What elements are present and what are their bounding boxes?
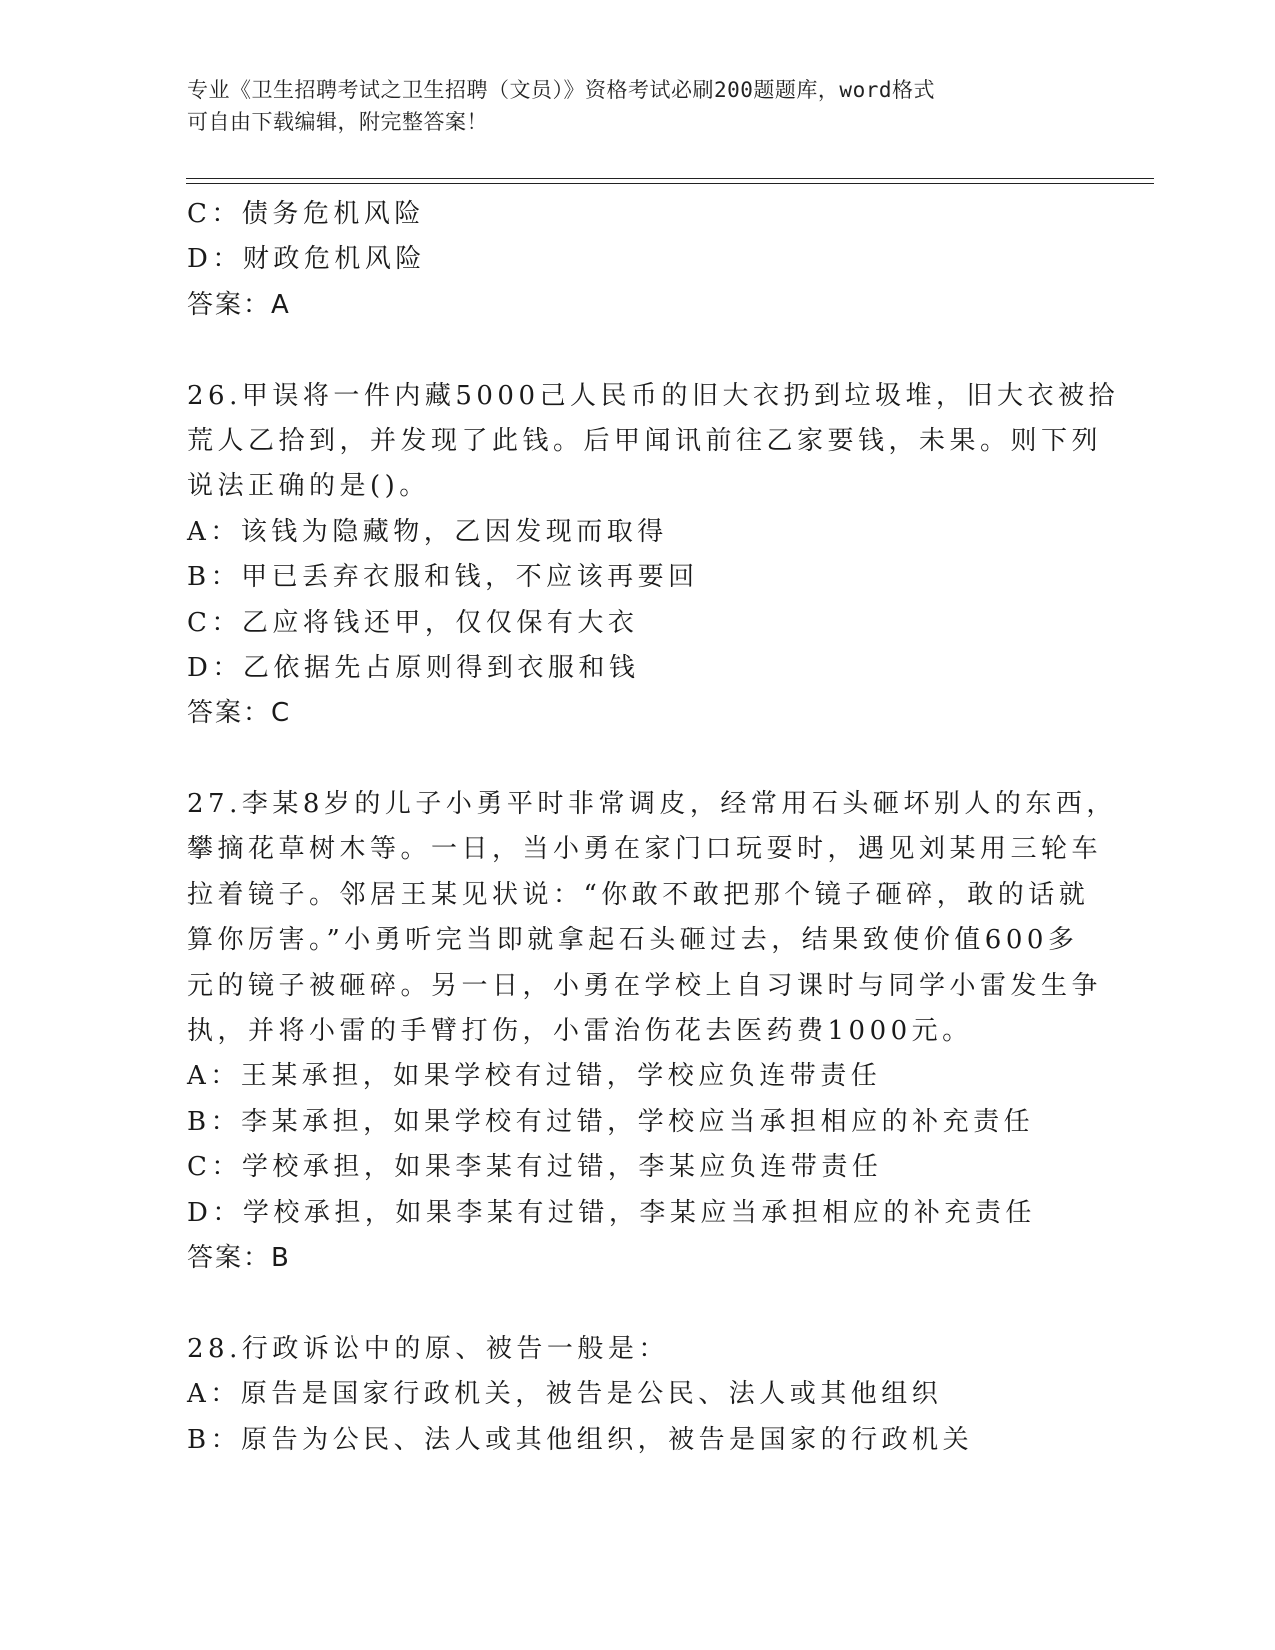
stem-line: 执，并将小雷的手臂打伤，小雷治伤花去医药费1000元。 (187, 1016, 973, 1047)
header-line-2: 可自由下载编辑，附完整答案！ (187, 110, 488, 134)
question-stem (187, 374, 1120, 510)
question-content (187, 192, 1120, 1463)
option-c: C：债务危机风险 (187, 199, 425, 229)
spacer (187, 328, 1067, 373)
option-a: A：该钱为隐藏物，乙因发现而取得 (187, 516, 668, 547)
question-stem (187, 782, 1117, 1054)
option-d: D：财政危机风险 (187, 244, 426, 275)
option-d: D：学校承担，如果李某有过错，李某应当承担相应的补充责任 (187, 1197, 1036, 1228)
stem-line: 26.甲误将一件内藏5000己人民币的旧大衣扔到垃圾堆，旧大衣被拾 (187, 380, 1120, 411)
spacer (187, 737, 1067, 782)
header-divider-top (186, 178, 1154, 179)
prev-question-block (187, 192, 1067, 328)
stem-line: 攀摘花草树木等。一日，当小勇在家门口玩耍时，遇见刘某用三轮车 (187, 834, 1103, 865)
option-c: C：乙应将钱还甲，仅仅保有大衣 (187, 607, 639, 638)
question-stem (187, 1327, 1067, 1372)
stem-line: 27.李某8岁的儿子小勇平时非常调皮，经常用石头砸坏别人的东西， (187, 789, 1117, 820)
answer-line: 答案：A (187, 289, 291, 320)
header-line-1: 专业《卫生招聘考试之卫生招聘（文员）》资格考试必刷200题题库，word格式 (187, 78, 935, 102)
stem-line: 荒人乙拾到，并发现了此钱。后甲闻讯前往乙家要钱，未果。则下列 (187, 425, 1103, 456)
option-b: B：李某承担，如果学校有过错，学校应当承担相应的补充责任 (187, 1106, 1035, 1137)
option-c: C：学校承担，如果李某有过错，李某应负连带责任 (187, 1152, 883, 1183)
answer-line: 答案：C (187, 698, 292, 729)
stem-line: 拉着镜子。邻居王某见状说：“你敢不敢把那个镜子砸碎，敢的话就 (187, 879, 1090, 910)
option-d: D：乙依据先占原则得到衣服和钱 (187, 652, 640, 683)
option-a: A：原告是国家行政机关，被告是公民、法人或其他组织 (187, 1379, 943, 1410)
option-b: B：原告为公民、法人或其他组织，被告是国家的行政机关 (187, 1424, 974, 1455)
answer-line: 答案：B (187, 1242, 291, 1273)
option-a: A：王某承担，如果学校有过错，学校应负连带责任 (187, 1061, 882, 1092)
question-28 (187, 1327, 1067, 1463)
page-header (187, 74, 1067, 138)
spacer (187, 1281, 1067, 1326)
stem-line: 算你厉害。”小勇听完当即就拿起石头砸过去，结果致使价值600多 (187, 925, 1079, 956)
stem-line: 元的镜子被砸碎。另一日，小勇在学校上自习课时与同学小雷发生争 (187, 970, 1103, 1001)
question-26 (187, 374, 1120, 737)
option-b: B：甲已丢弃衣服和钱，不应该再要回 (187, 562, 699, 593)
question-27 (187, 782, 1117, 1281)
header-divider-bottom (186, 183, 1154, 184)
stem-line: 说法正确的是()。 (187, 471, 430, 502)
stem-line: 28.行政诉讼中的原、被告一般是： (187, 1333, 669, 1364)
